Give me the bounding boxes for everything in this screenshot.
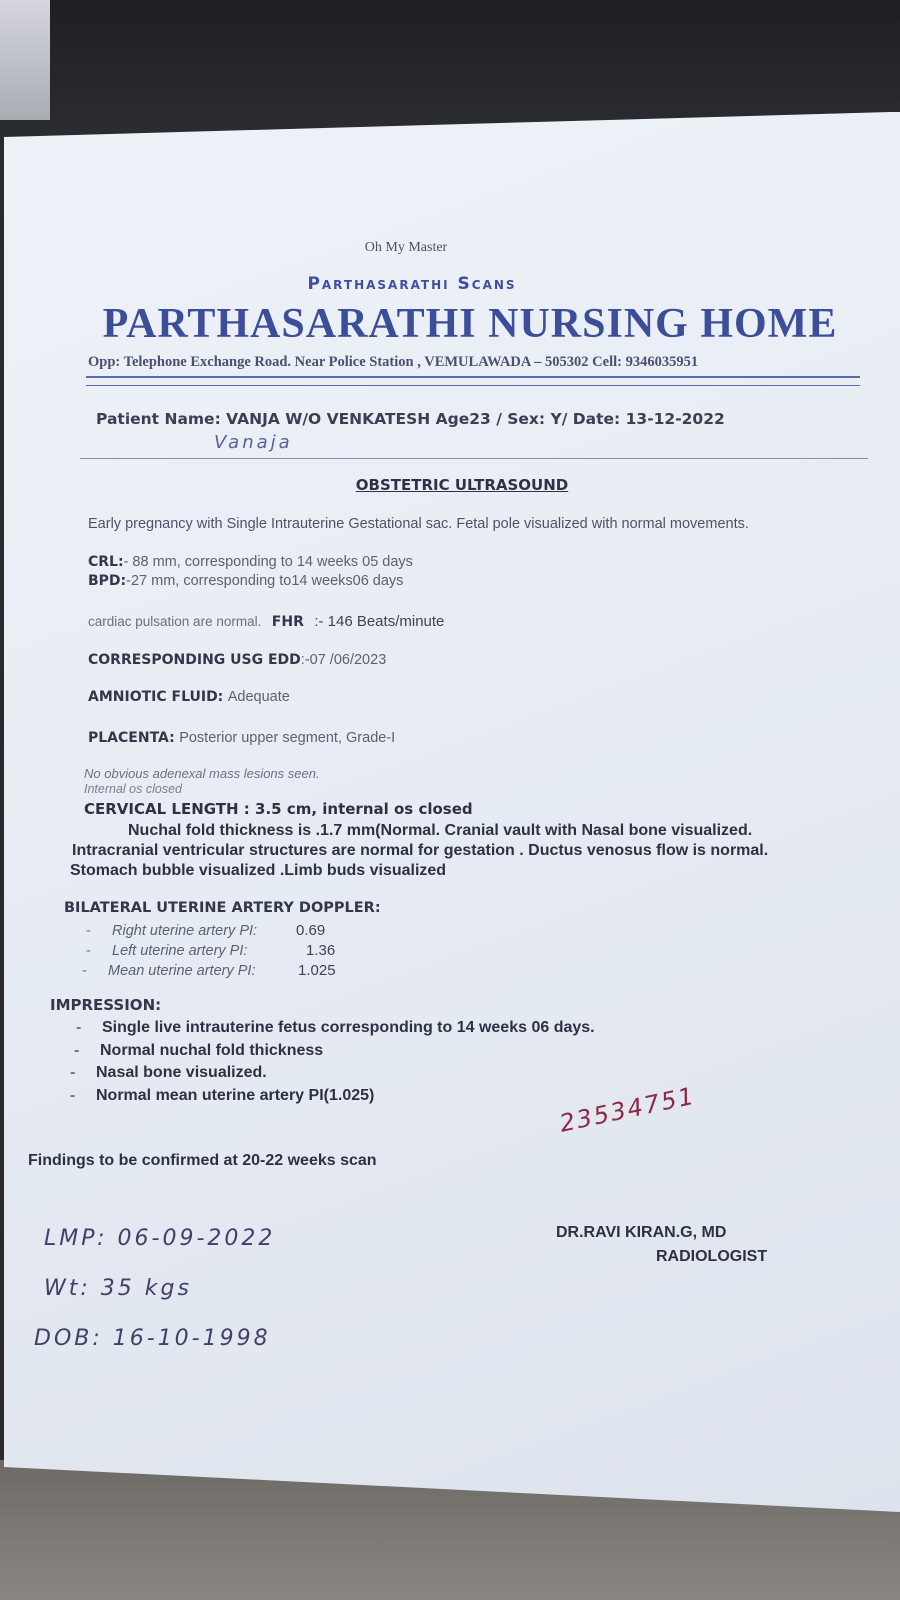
doppler-row-mean: - Mean uterine artery PI: 1.025 bbox=[82, 962, 336, 979]
cardiac-line bbox=[88, 613, 444, 631]
doppler-right-label: Right uterine artery PI: bbox=[112, 923, 258, 939]
fhr-label: FHR bbox=[271, 614, 304, 630]
impression-item-2: - Normal nuchal fold thickness bbox=[74, 1042, 324, 1059]
doppler-mean-value: 1.025 bbox=[298, 962, 336, 979]
adnexal-text: No obvious adenexal mass lesions seen. bbox=[84, 766, 320, 781]
letterhead-motto: Oh My Master bbox=[364, 240, 448, 255]
edd-label: CORRESPONDING USG EDD bbox=[88, 652, 301, 668]
impression-item-4: - Normal mean uterine artery PI(1.025) bbox=[70, 1087, 375, 1104]
doppler-row-left: - Left uterine artery PI: 1.36 bbox=[86, 942, 336, 959]
nuchal-line-2: Intracranial ventricular structures are normal for gestation . Ductus venosus flow is normal. bbox=[72, 842, 769, 859]
impression-item-1: - Single live intrauterine fetus corresponding to 14 weeks 06 days. bbox=[76, 1019, 595, 1036]
doppler-mean-label: Mean uterine artery PI: bbox=[108, 963, 256, 979]
handwritten-lmp: LMP: 06-09-2022 bbox=[44, 1226, 276, 1251]
nuchal-line-1: Nuchal fold thickness is .1.7 mm(Normal. Cranial vault with Nasal bone visualized. bbox=[128, 822, 753, 839]
amniotic-value: Adequate bbox=[227, 689, 290, 705]
patient-details-line: Patient Name: VANJA W/O VENKATESH Age23 / Sex: Y/ Date: 13-12-2022 bbox=[96, 410, 725, 428]
doppler-right-value: 0.69 bbox=[296, 922, 326, 939]
doppler-left-value: 1.36 bbox=[306, 942, 336, 959]
letterhead-scans-name: Parthasarathi Scans bbox=[307, 274, 517, 294]
letterhead-rule-top bbox=[86, 376, 860, 378]
letterhead-address: Opp: Telephone Exchange Road. Near Police Station , VEMULAWADA – 505302 Cell: 9346035951 bbox=[88, 354, 699, 370]
bpd-label: BPD: bbox=[88, 573, 127, 589]
nuchal-line-3: Stomach bubble visualized .Limb buds visualized bbox=[70, 862, 447, 879]
crl-line bbox=[88, 553, 413, 571]
crl-label: CRL: bbox=[88, 554, 124, 570]
impression-item-2-text: Normal nuchal fold thickness bbox=[100, 1042, 324, 1059]
cardiac-text: cardiac pulsation are normal. bbox=[88, 614, 262, 629]
amniotic-line bbox=[88, 688, 290, 706]
handwritten-number: 23534751 bbox=[557, 1081, 699, 1138]
findings-note: Findings to be confirmed at 20-22 weeks scan bbox=[28, 1152, 377, 1169]
cervical-length: CERVICAL LENGTH : 3.5 cm, internal os closed bbox=[84, 800, 473, 818]
amniotic-label: AMNIOTIC FLUID: bbox=[88, 689, 224, 705]
report-title: OBSTETRIC ULTRASOUND bbox=[355, 476, 569, 494]
impression-item-3-text: Nasal bone visualized. bbox=[96, 1064, 267, 1081]
fhr-value: :- 146 Beats/minute bbox=[314, 613, 445, 630]
doppler-row-right: - Right uterine artery PI: 0.69 bbox=[86, 922, 326, 939]
handwritten-patient-name: Vanaja bbox=[214, 432, 293, 453]
placenta-value: Posterior upper segment, Grade-I bbox=[179, 730, 396, 746]
placenta-line bbox=[88, 729, 395, 747]
doppler-title: BILATERAL UTERINE ARTERY DOPPLER: bbox=[64, 900, 381, 916]
impression-item-1-text: Single live intrauterine fetus corresponding to 14 weeks 06 days. bbox=[102, 1019, 595, 1036]
impression-item-4-text: Normal mean uterine artery PI(1.025) bbox=[96, 1087, 375, 1104]
doppler-left-label: Left uterine artery PI: bbox=[112, 943, 248, 959]
edd-line bbox=[88, 651, 386, 669]
letterhead-rule-bottom bbox=[86, 385, 860, 386]
patient-divider bbox=[80, 458, 868, 459]
letterhead-hospital-name: PARTHASARATHI NURSING HOME bbox=[102, 301, 838, 347]
doctor-name: DR.RAVI KIRAN.G, MD bbox=[556, 1224, 727, 1241]
bpd-value: -27 mm, corresponding to14 weeks06 days bbox=[126, 573, 404, 589]
internal-os-text: Internal os closed bbox=[84, 782, 182, 796]
impression-item-3: - Nasal bone visualized. bbox=[70, 1064, 267, 1081]
handwritten-weight: Wt: 35 kgs bbox=[44, 1276, 192, 1301]
placenta-label: PLACENTA: bbox=[88, 730, 175, 746]
doctor-title: RADIOLOGIST bbox=[656, 1248, 768, 1265]
impression-title: IMPRESSION: bbox=[50, 996, 162, 1014]
handwritten-dob: DOB: 16-10-1998 bbox=[34, 1326, 271, 1351]
intro-text: Early pregnancy with Single Intrauterine Gestational sac. Fetal pole visualized with normal movements. bbox=[88, 516, 749, 532]
edd-value: :-07 /06/2023 bbox=[300, 652, 387, 668]
bpd-line bbox=[88, 572, 403, 590]
crl-value: - 88 mm, corresponding to 14 weeks 05 days bbox=[123, 554, 413, 570]
